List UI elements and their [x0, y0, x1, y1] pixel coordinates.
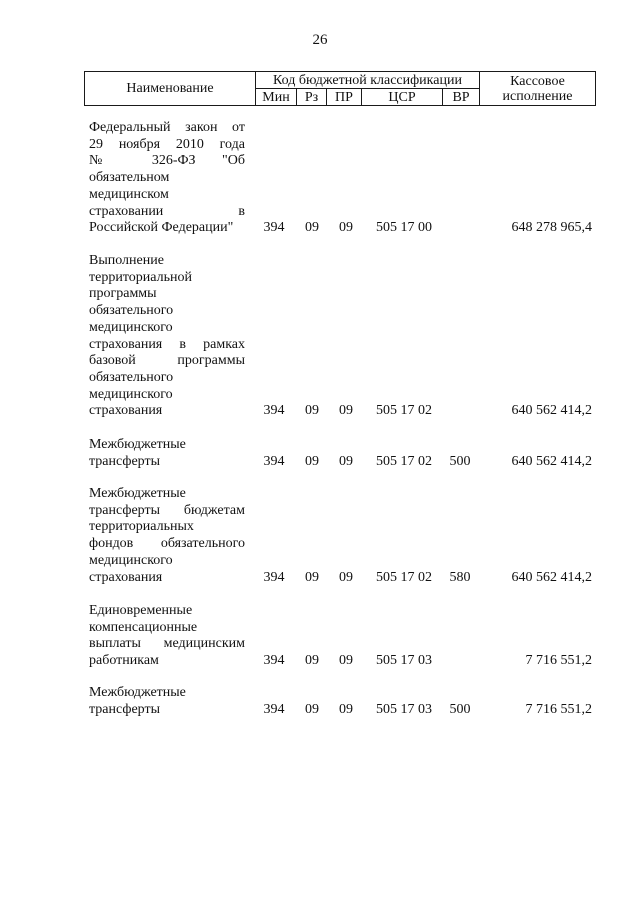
header-pr-label: ПР — [335, 89, 353, 105]
row-rz: 09 — [305, 220, 319, 236]
row-vr: 500 — [449, 453, 471, 469]
header-name-cell — [84, 71, 256, 106]
table-row — [0, 685, 640, 719]
row-amount: 640 562 414,2 — [511, 569, 592, 585]
row-amount: 640 562 414,2 — [511, 403, 592, 419]
row-name-line: обязательного — [89, 303, 174, 319]
header-rz-cell — [296, 88, 327, 106]
page-number: 26 — [312, 32, 328, 48]
row-name — [89, 486, 245, 586]
row-min: 394 — [263, 403, 285, 419]
row-min: 394 — [263, 220, 285, 236]
row-name-line: страхования — [89, 403, 163, 419]
row-name-line: обязательного — [89, 369, 174, 385]
row-name-line: страховании в — [89, 203, 245, 219]
table-header — [84, 71, 596, 106]
row-name-line: базовой программы — [89, 353, 245, 369]
header-name-label: Наименование — [126, 81, 214, 96]
row-vr: 580 — [449, 569, 471, 585]
row-name-line: Российской Федерации" — [89, 220, 234, 236]
header-min-cell — [255, 88, 297, 106]
header-code-group-label: Код бюджетной классификации — [273, 72, 462, 88]
row-csr: 505 17 00 — [376, 220, 432, 236]
row-rz: 09 — [305, 701, 319, 717]
row-name — [89, 253, 245, 420]
row-name — [89, 685, 245, 718]
row-vr: 500 — [449, 701, 471, 717]
row-rz: 09 — [305, 453, 319, 469]
row-csr: 505 17 03 — [376, 653, 432, 669]
header-vr-cell — [442, 88, 480, 106]
row-name — [89, 603, 245, 670]
row-amount: 648 278 965,4 — [511, 220, 592, 236]
row-name-line: территориальных — [89, 519, 194, 535]
row-csr: 505 17 02 — [376, 453, 432, 469]
table-row — [0, 437, 640, 471]
row-name-line: Межбюджетные — [89, 486, 186, 501]
row-pr: 09 — [339, 220, 353, 236]
row-name-line: медицинском — [89, 186, 169, 202]
row-name-line: страхования в рамках — [89, 336, 245, 352]
row-rz: 09 — [305, 569, 319, 585]
row-name — [89, 120, 245, 237]
row-pr: 09 — [339, 701, 353, 717]
row-csr: 505 17 02 — [376, 403, 432, 419]
row-amount: 7 716 551,2 — [525, 701, 592, 717]
row-name-line: трансферты — [89, 453, 161, 469]
row-name-line: медицинского — [89, 552, 173, 568]
row-name-line: фондов обязательного — [89, 536, 245, 552]
row-name-line: Межбюджетные — [89, 685, 186, 700]
header-rz-label: Рз — [304, 89, 319, 105]
header-pr-cell — [326, 88, 362, 106]
header-code-group-cell — [255, 71, 480, 89]
row-rz: 09 — [305, 653, 319, 669]
row-name-line: компенсационные — [89, 619, 198, 635]
row-pr: 09 — [339, 403, 353, 419]
header-amount-cell — [479, 71, 596, 106]
table-row — [0, 120, 640, 237]
row-csr: 505 17 03 — [376, 701, 432, 717]
row-rz: 09 — [305, 403, 319, 419]
row-name-line: страхования — [89, 569, 163, 585]
row-pr: 09 — [339, 453, 353, 469]
row-name-line: работникам — [89, 653, 159, 669]
row-name-line: трансферты — [89, 701, 161, 717]
header-min-label: Мин — [262, 89, 290, 105]
row-min: 394 — [263, 701, 285, 717]
row-name-line: № 326-ФЗ "Об — [89, 153, 245, 169]
row-name-line: Федеральный закон от — [89, 120, 245, 135]
row-name-line: обязательном — [89, 170, 170, 186]
row-amount: 7 716 551,2 — [525, 653, 592, 669]
row-name-line: Единовременные — [89, 603, 193, 618]
header-csr-cell — [361, 88, 443, 106]
table-row — [0, 603, 640, 670]
table-row — [0, 486, 640, 587]
row-name-line: выплаты медицинским — [89, 636, 245, 652]
row-name-line: Выполнение — [89, 253, 164, 268]
header-vr-label: ВР — [452, 89, 470, 105]
header-amount-line1: Кассовое — [510, 73, 565, 89]
row-name-line: Межбюджетные — [89, 437, 186, 452]
row-name — [89, 437, 245, 470]
row-csr: 505 17 02 — [376, 569, 432, 585]
row-min: 394 — [263, 569, 285, 585]
row-name-line: медицинского — [89, 319, 173, 335]
row-pr: 09 — [339, 653, 353, 669]
row-name-line: территориальной — [89, 269, 192, 285]
row-amount: 640 562 414,2 — [511, 453, 592, 469]
row-pr: 09 — [339, 569, 353, 585]
row-name-line: программы — [89, 286, 157, 302]
header-amount-line2: исполнение — [502, 88, 573, 104]
row-min: 394 — [263, 453, 285, 469]
row-name-line: медицинского — [89, 386, 173, 402]
row-min: 394 — [263, 653, 285, 669]
row-name-line: трансферты бюджетам — [89, 502, 245, 518]
row-name-line: 29 ноября 2010 года — [89, 136, 245, 152]
header-csr-label: ЦСР — [388, 89, 416, 105]
table-row — [0, 253, 640, 420]
